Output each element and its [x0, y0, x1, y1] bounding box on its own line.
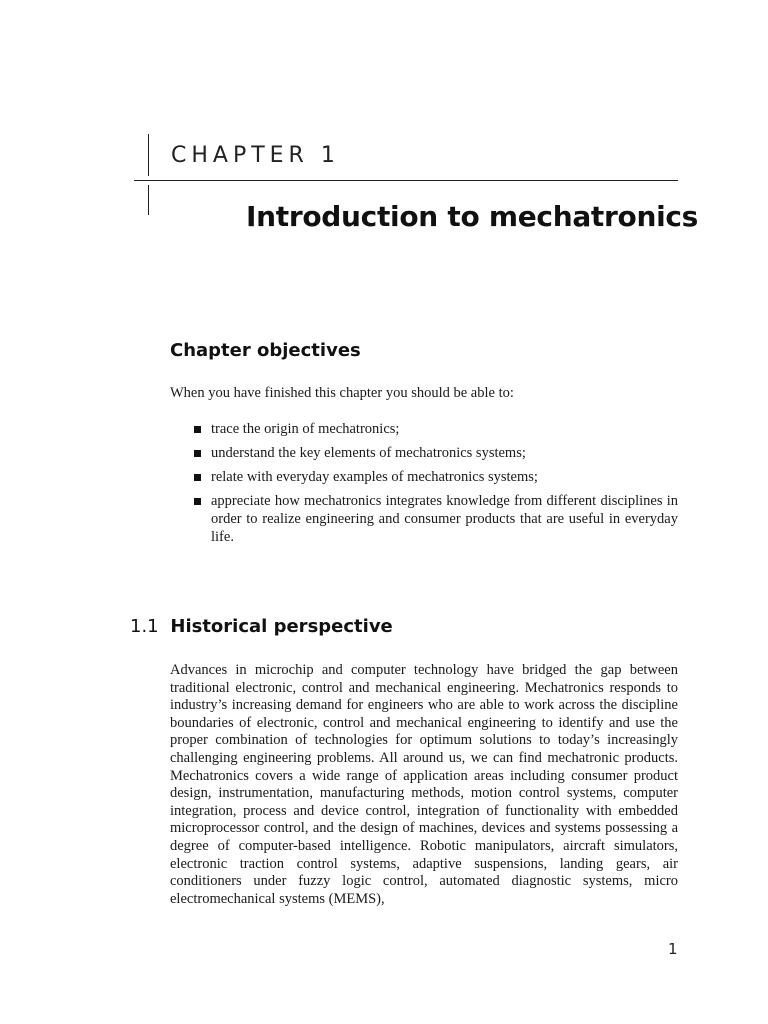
- list-item-text: appreciate how mechatronics integrates knowledge from different disciplines in order to realize engineering and consumer products that are useful in everyday life.: [211, 493, 678, 545]
- list-item: [194, 492, 678, 546]
- chapter-rule-vertical-top: [148, 134, 149, 176]
- chapter-rule-vertical-bottom: [148, 185, 149, 215]
- section-number: 1.1: [130, 616, 159, 637]
- list-item-text: understand the key elements of mechatronics systems;: [211, 445, 526, 461]
- square-bullet-icon: [194, 474, 201, 481]
- chapter-title: Introduction to mechatronics: [246, 200, 699, 233]
- square-bullet-icon: [194, 498, 201, 505]
- objectives-list: [194, 420, 678, 552]
- list-item: [194, 468, 678, 486]
- list-item: [194, 444, 678, 462]
- section-heading: [130, 616, 393, 637]
- objectives-heading: Chapter objectives: [170, 340, 361, 361]
- page-number: 1: [668, 940, 678, 958]
- section-paragraph: Advances in microchip and computer technology have bridged the gap between traditional electronic, control and mechanical engineering. Mechatronics responds to industry’s increasing demand for engineers who are able to work across the discipline boundaries of electronic, control and mechanical engineering to identify and use the proper combination of technologies for optimum solutions to today’s increasingly challenging engineering problems. All around us, we can find mechatronic products. Mechatronics covers a wide range of application areas including consumer product design, instrumentation, manufacturing methods, motion control systems, computer integration, process and device control, integration of functionality with embedded microprocessor control, and the design of machines, devices and systems possessing a degree of computer-based intelligence. Robotic manipulators, aircraft simulators, electronic traction control systems, adaptive suspensions, landing gears, air conditioners under fuzzy logic control, automated diagnostic systems, micro electromechanical systems (MEMS),: [170, 662, 678, 907]
- square-bullet-icon: [194, 426, 201, 433]
- square-bullet-icon: [194, 450, 201, 457]
- chapter-rule-horizontal: [134, 180, 678, 181]
- list-item-text: relate with everyday examples of mechatronics systems;: [211, 469, 538, 485]
- list-item-text: trace the origin of mechatronics;: [211, 421, 400, 437]
- list-item: [194, 420, 678, 438]
- chapter-label: CHAPTER 1: [171, 143, 340, 168]
- objectives-intro: When you have finished this chapter you should be able to:: [170, 385, 514, 401]
- section-title: Historical perspective: [170, 616, 393, 637]
